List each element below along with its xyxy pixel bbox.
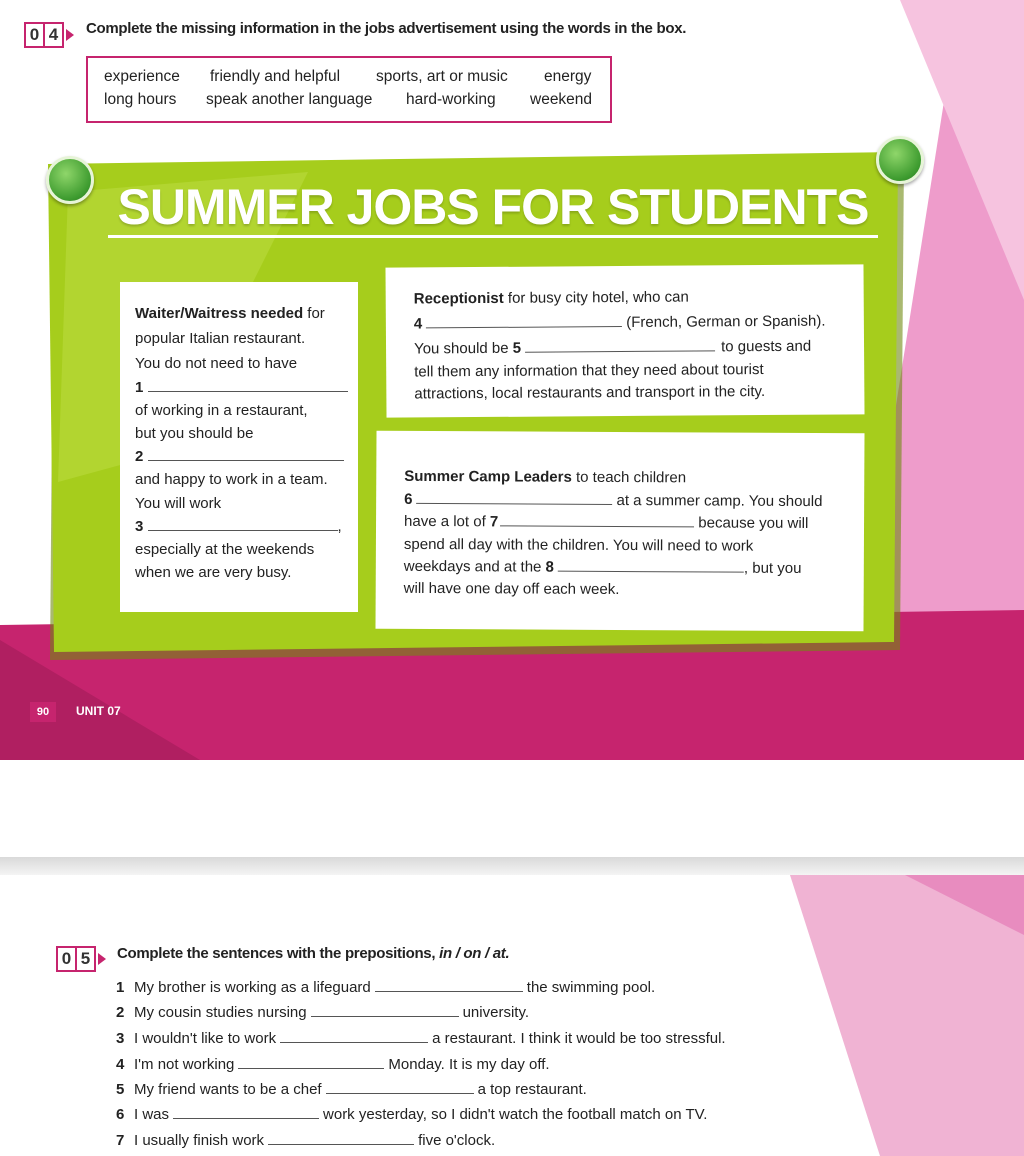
- page-number: 90: [30, 702, 56, 722]
- word-box-item: energy: [544, 68, 592, 85]
- unit-label: UNIT 07: [76, 704, 121, 718]
- word-box-item: experience: [104, 68, 180, 85]
- answer-blank-3[interactable]: [148, 518, 338, 531]
- word-box-item: sports, art or music: [376, 68, 508, 85]
- word-box-item: weekend: [530, 91, 593, 108]
- sentence-6: 6 I was work yesterday, so I didn't watch the football match on TV.: [116, 1106, 708, 1123]
- answer-blank[interactable]: [173, 1106, 319, 1119]
- exercise-instruction: Complete the sentences with the prepositions, in / on / at.: [117, 945, 510, 962]
- answer-blank[interactable]: [280, 1030, 428, 1043]
- answer-blank-4[interactable]: [426, 314, 622, 328]
- answer-blank-5[interactable]: [525, 338, 715, 352]
- answer-blank-2[interactable]: [148, 448, 344, 461]
- title-underline: [108, 235, 878, 238]
- sentence-3: 3 I wouldn't like to work a restaurant. I think it would be too stressful.: [116, 1030, 726, 1047]
- worksheet-page-2: [0, 875, 1024, 1156]
- receptionist-card: Receptionist for busy city hotel, who can 4 (French, German or Spanish). You should be 5 to guests and tell them any information that they need about tourist attractions, local restaurants and transport in the city.: [385, 264, 864, 417]
- sentence-4: 4 I'm not working Monday. It is my day off.: [116, 1056, 550, 1073]
- sentence-5: 5 My friend wants to be a chef a top restaurant.: [116, 1081, 587, 1098]
- answer-blank-6[interactable]: [416, 491, 612, 505]
- answer-blank-1[interactable]: [148, 379, 348, 392]
- waiter-card: Waiter/Waitress needed for popular Italian restaurant. You do not need to have 1 of working in a restaurant, but you should be 2 and happy to work in a team. You will work 3 , especially at the weekends when we are very busy.: [120, 282, 358, 612]
- answer-blank[interactable]: [238, 1056, 384, 1069]
- word-box: [86, 56, 612, 123]
- exercise-number-badge: 0 4: [24, 22, 74, 48]
- camp-card: Summer Camp Leaders to teach children 6 at a summer camp. You should have a lot of 7 because you will spend all day with the children. You will need to work weekdays and at the 8 , but you will have one day off each week.: [375, 431, 864, 632]
- answer-blank[interactable]: [311, 1004, 459, 1017]
- green-pin-icon: [46, 156, 94, 204]
- answer-blank[interactable]: [268, 1132, 414, 1145]
- word-box-item: friendly and helpful: [210, 68, 341, 85]
- answer-blank-7[interactable]: [500, 513, 694, 527]
- green-pin-icon: [876, 136, 924, 184]
- word-box-item: long hours: [104, 91, 177, 108]
- page-separator: [0, 857, 1024, 875]
- sentence-7: 7 I usually finish work five o'clock.: [116, 1132, 496, 1149]
- exercise-number-badge: 0 5: [56, 946, 106, 972]
- sentence-1: 1 My brother is working as a lifeguard the swimming pool.: [116, 979, 656, 996]
- exercise-instruction: Complete the missing information in the jobs advertisement using the words in the box.: [86, 20, 687, 37]
- word-box-item: speak another language: [206, 91, 373, 108]
- answer-blank-8[interactable]: [558, 559, 744, 573]
- sentence-2: 2 My cousin studies nursing university.: [116, 1004, 530, 1021]
- answer-blank[interactable]: [375, 979, 523, 992]
- advert-title: SUMMER JOBS FOR STUDENTS: [117, 179, 869, 235]
- word-box-item: hard-working: [406, 91, 496, 108]
- answer-blank[interactable]: [326, 1081, 474, 1094]
